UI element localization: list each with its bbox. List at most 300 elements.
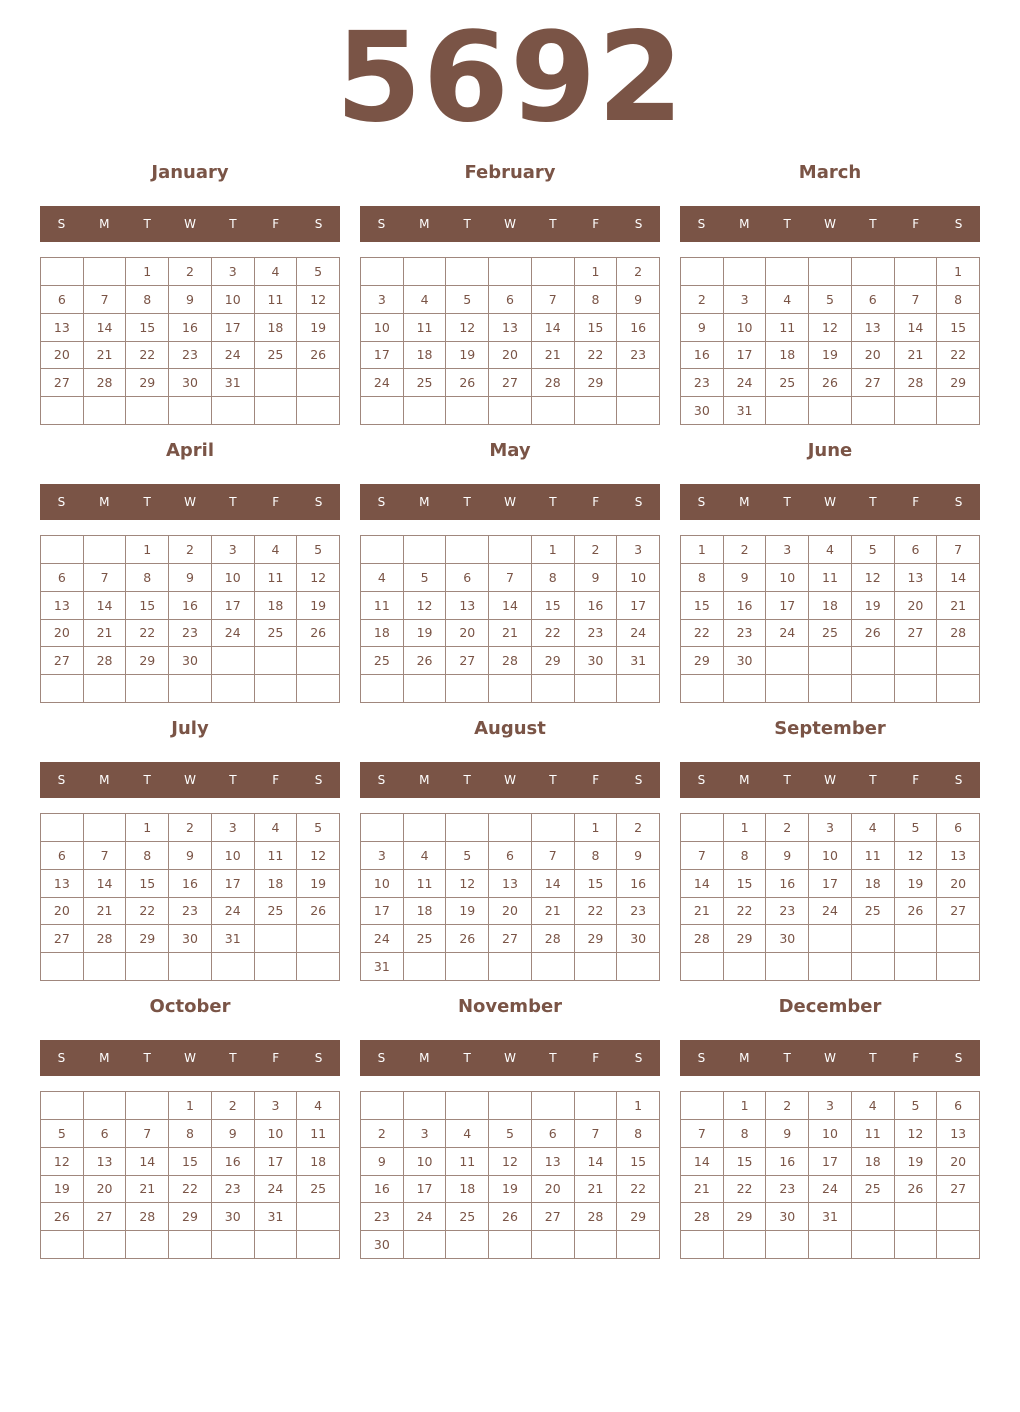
day-cell: 14 (575, 1148, 618, 1176)
empty-cell (84, 397, 127, 425)
empty-cell (489, 1231, 532, 1259)
weekday-label: S (377, 495, 386, 509)
empty-cell (809, 1231, 852, 1259)
day-cell: 22 (126, 342, 169, 370)
day-cell: 30 (681, 397, 724, 425)
day-cell: 25 (766, 369, 809, 397)
day-grid (360, 1091, 660, 1259)
day-cell: 15 (724, 870, 767, 898)
day-cell: 23 (766, 1176, 809, 1204)
day-cell: 9 (169, 564, 212, 592)
empty-cell (297, 675, 340, 703)
day-cell: 29 (575, 369, 618, 397)
day-grid (40, 813, 340, 981)
day-cell: 4 (852, 1092, 895, 1120)
day-cell: 5 (41, 1120, 84, 1148)
day-cell: 30 (361, 1231, 404, 1259)
day-cell: 7 (681, 1120, 724, 1148)
empty-cell (766, 675, 809, 703)
day-cell: 10 (361, 870, 404, 898)
day-cell: 19 (297, 314, 340, 342)
empty-cell (532, 397, 575, 425)
day-cell: 1 (681, 536, 724, 564)
day-cell: 10 (361, 314, 404, 342)
weekday-label: F (272, 1051, 280, 1065)
day-cell: 19 (297, 592, 340, 620)
day-cell: 18 (255, 314, 298, 342)
empty-cell (255, 1231, 298, 1259)
empty-cell (361, 258, 404, 286)
day-cell: 30 (766, 925, 809, 953)
empty-cell (575, 1092, 618, 1120)
month-name: May (489, 440, 531, 461)
empty-cell (681, 258, 724, 286)
weekday-label: T (869, 1051, 877, 1065)
day-cell: 26 (404, 647, 447, 675)
weekday-label: F (912, 1051, 920, 1065)
empty-cell (895, 258, 938, 286)
weekday-header (680, 1040, 980, 1076)
day-cell: 11 (766, 314, 809, 342)
day-cell: 17 (809, 1148, 852, 1176)
weekday-label: T (869, 773, 877, 787)
day-cell: 4 (361, 564, 404, 592)
empty-cell (361, 397, 404, 425)
day-cell: 10 (809, 1120, 852, 1148)
empty-cell (852, 675, 895, 703)
day-cell: 6 (41, 564, 84, 592)
day-cell: 14 (532, 314, 575, 342)
day-cell: 18 (766, 342, 809, 370)
empty-cell (84, 953, 127, 981)
day-cell: 4 (255, 258, 298, 286)
day-cell: 23 (724, 620, 767, 648)
day-cell: 23 (681, 369, 724, 397)
day-cell: 20 (937, 1148, 980, 1176)
day-cell: 18 (446, 1176, 489, 1204)
day-cell: 2 (617, 258, 660, 286)
empty-cell (297, 1231, 340, 1259)
day-cell: 14 (126, 1148, 169, 1176)
day-cell: 14 (532, 870, 575, 898)
day-cell: 2 (169, 258, 212, 286)
day-cell: 12 (809, 314, 852, 342)
day-cell: 2 (681, 286, 724, 314)
weekday-label: S (697, 773, 706, 787)
empty-cell (404, 258, 447, 286)
empty-cell (575, 675, 618, 703)
day-cell: 18 (297, 1148, 340, 1176)
day-cell: 12 (446, 314, 489, 342)
empty-cell (41, 397, 84, 425)
empty-cell (724, 675, 767, 703)
empty-cell (852, 647, 895, 675)
day-cell: 20 (41, 342, 84, 370)
day-cell: 4 (297, 1092, 340, 1120)
day-cell: 14 (84, 870, 127, 898)
empty-cell (489, 397, 532, 425)
weekday-label: M (739, 773, 750, 787)
empty-cell (84, 258, 127, 286)
weekday-label: S (954, 495, 963, 509)
empty-cell (446, 258, 489, 286)
day-cell: 3 (255, 1092, 298, 1120)
day-cell: 24 (255, 1176, 298, 1204)
day-cell: 9 (212, 1120, 255, 1148)
day-cell: 8 (681, 564, 724, 592)
day-cell: 18 (361, 620, 404, 648)
day-grid (680, 813, 980, 981)
empty-cell (41, 258, 84, 286)
day-cell: 18 (852, 1148, 895, 1176)
empty-cell (681, 814, 724, 842)
day-cell: 1 (617, 1092, 660, 1120)
day-cell: 5 (852, 536, 895, 564)
day-cell: 20 (489, 898, 532, 926)
empty-cell (404, 397, 447, 425)
weekday-label: W (504, 495, 516, 509)
month-name: February (464, 162, 556, 183)
day-cell: 24 (766, 620, 809, 648)
day-cell: 16 (766, 870, 809, 898)
day-cell: 25 (255, 898, 298, 926)
day-cell: 4 (809, 536, 852, 564)
empty-cell (126, 675, 169, 703)
weekday-label: T (549, 217, 557, 231)
empty-cell (895, 647, 938, 675)
weekday-label: W (184, 495, 196, 509)
day-cell: 25 (852, 1176, 895, 1204)
day-cell: 5 (895, 814, 938, 842)
day-cell: 10 (617, 564, 660, 592)
day-cell: 19 (895, 870, 938, 898)
day-cell: 15 (937, 314, 980, 342)
weekday-label: W (184, 217, 196, 231)
empty-cell (809, 647, 852, 675)
empty-cell (361, 814, 404, 842)
day-cell: 28 (532, 369, 575, 397)
day-cell: 31 (809, 1203, 852, 1231)
day-cell: 4 (404, 842, 447, 870)
day-cell: 27 (489, 369, 532, 397)
day-cell: 3 (212, 536, 255, 564)
day-cell: 12 (489, 1148, 532, 1176)
day-cell: 29 (681, 647, 724, 675)
day-cell: 26 (895, 898, 938, 926)
day-cell: 28 (937, 620, 980, 648)
empty-cell (212, 1231, 255, 1259)
weekday-label: F (912, 773, 920, 787)
day-cell: 8 (617, 1120, 660, 1148)
empty-cell (361, 536, 404, 564)
day-cell: 2 (766, 1092, 809, 1120)
day-cell: 2 (766, 814, 809, 842)
day-cell: 19 (446, 898, 489, 926)
day-cell: 15 (126, 314, 169, 342)
day-cell: 13 (895, 564, 938, 592)
weekday-label: M (739, 217, 750, 231)
day-cell: 11 (297, 1120, 340, 1148)
day-cell: 6 (895, 536, 938, 564)
day-cell: 7 (681, 842, 724, 870)
day-cell: 13 (937, 842, 980, 870)
day-cell: 11 (852, 1120, 895, 1148)
empty-cell (255, 953, 298, 981)
empty-cell (724, 953, 767, 981)
day-cell: 29 (575, 925, 618, 953)
day-cell: 27 (489, 925, 532, 953)
day-cell: 24 (724, 369, 767, 397)
empty-cell (532, 953, 575, 981)
day-cell: 11 (255, 842, 298, 870)
day-cell: 10 (212, 564, 255, 592)
day-cell: 7 (84, 842, 127, 870)
day-cell: 15 (617, 1148, 660, 1176)
day-cell: 17 (212, 870, 255, 898)
day-cell: 30 (212, 1203, 255, 1231)
day-cell: 18 (255, 592, 298, 620)
day-cell: 25 (446, 1203, 489, 1231)
day-cell: 14 (937, 564, 980, 592)
weekday-label: T (549, 773, 557, 787)
day-cell: 16 (617, 870, 660, 898)
empty-cell (255, 647, 298, 675)
day-cell: 25 (297, 1176, 340, 1204)
day-cell: 12 (404, 592, 447, 620)
day-cell: 26 (446, 369, 489, 397)
day-cell: 29 (617, 1203, 660, 1231)
day-cell: 12 (297, 286, 340, 314)
empty-cell (297, 369, 340, 397)
day-cell: 19 (852, 592, 895, 620)
day-cell: 6 (41, 286, 84, 314)
day-cell: 22 (681, 620, 724, 648)
empty-cell (895, 953, 938, 981)
empty-cell (937, 675, 980, 703)
weekday-label: T (463, 773, 471, 787)
empty-cell (852, 1203, 895, 1231)
day-cell: 27 (84, 1203, 127, 1231)
day-grid (680, 257, 980, 425)
day-grid (680, 1091, 980, 1259)
day-cell: 22 (126, 620, 169, 648)
weekday-label: W (504, 217, 516, 231)
weekday-label: F (592, 217, 600, 231)
day-cell: 2 (617, 814, 660, 842)
day-cell: 16 (169, 870, 212, 898)
day-cell: 7 (937, 536, 980, 564)
day-cell: 21 (84, 342, 127, 370)
day-grid (40, 535, 340, 703)
day-cell: 29 (126, 925, 169, 953)
day-cell: 17 (617, 592, 660, 620)
weekday-label: M (99, 217, 110, 231)
day-cell: 5 (895, 1092, 938, 1120)
empty-cell (489, 675, 532, 703)
day-cell: 8 (575, 842, 618, 870)
day-cell: 1 (126, 536, 169, 564)
day-cell: 28 (84, 647, 127, 675)
day-cell: 8 (937, 286, 980, 314)
day-cell: 6 (532, 1120, 575, 1148)
day-cell: 2 (724, 536, 767, 564)
day-cell: 22 (937, 342, 980, 370)
day-cell: 30 (617, 925, 660, 953)
day-cell: 24 (212, 620, 255, 648)
empty-cell (852, 258, 895, 286)
month-name: November (457, 996, 563, 1017)
day-cell: 25 (255, 620, 298, 648)
empty-cell (404, 536, 447, 564)
day-cell: 10 (212, 842, 255, 870)
day-cell: 6 (489, 286, 532, 314)
day-cell: 30 (169, 369, 212, 397)
day-cell: 1 (724, 814, 767, 842)
empty-cell (126, 953, 169, 981)
day-cell: 8 (126, 564, 169, 592)
weekday-label: M (99, 773, 110, 787)
empty-cell (489, 814, 532, 842)
day-cell: 5 (297, 536, 340, 564)
day-cell: 19 (41, 1176, 84, 1204)
day-cell: 25 (361, 647, 404, 675)
day-cell: 7 (84, 286, 127, 314)
day-cell: 27 (41, 647, 84, 675)
day-cell: 22 (724, 898, 767, 926)
day-cell: 21 (575, 1176, 618, 1204)
weekday-label: W (824, 217, 836, 231)
day-cell: 15 (724, 1148, 767, 1176)
day-cell: 4 (255, 536, 298, 564)
day-cell: 18 (404, 342, 447, 370)
day-cell: 13 (41, 314, 84, 342)
day-cell: 24 (809, 1176, 852, 1204)
day-cell: 19 (404, 620, 447, 648)
day-cell: 15 (532, 592, 575, 620)
day-cell: 16 (766, 1148, 809, 1176)
empty-cell (532, 1231, 575, 1259)
day-cell: 6 (937, 1092, 980, 1120)
day-cell: 14 (681, 870, 724, 898)
day-cell: 29 (724, 1203, 767, 1231)
weekday-label: S (314, 773, 323, 787)
day-cell: 31 (361, 953, 404, 981)
day-cell: 2 (169, 536, 212, 564)
empty-cell (766, 1231, 809, 1259)
empty-cell (84, 675, 127, 703)
day-cell: 6 (489, 842, 532, 870)
weekday-label: W (824, 1051, 836, 1065)
day-cell: 2 (575, 536, 618, 564)
day-cell: 21 (532, 898, 575, 926)
day-cell: 27 (41, 925, 84, 953)
day-cell: 13 (489, 870, 532, 898)
weekday-header (40, 484, 340, 520)
day-cell: 27 (937, 898, 980, 926)
weekday-header (40, 762, 340, 798)
day-cell: 22 (617, 1176, 660, 1204)
weekday-label: T (229, 1051, 237, 1065)
empty-cell (617, 397, 660, 425)
day-cell: 21 (126, 1176, 169, 1204)
day-cell: 25 (404, 925, 447, 953)
day-cell: 2 (361, 1120, 404, 1148)
weekday-label: T (229, 773, 237, 787)
day-cell: 13 (446, 592, 489, 620)
day-cell: 27 (937, 1176, 980, 1204)
empty-cell (404, 675, 447, 703)
day-cell: 24 (361, 369, 404, 397)
empty-cell (766, 647, 809, 675)
empty-cell (937, 953, 980, 981)
day-cell: 7 (575, 1120, 618, 1148)
day-cell: 30 (724, 647, 767, 675)
day-cell: 24 (809, 898, 852, 926)
day-cell: 28 (126, 1203, 169, 1231)
day-cell: 3 (212, 258, 255, 286)
empty-cell (404, 814, 447, 842)
day-cell: 13 (41, 592, 84, 620)
day-cell: 19 (297, 870, 340, 898)
day-cell: 29 (169, 1203, 212, 1231)
day-cell: 28 (532, 925, 575, 953)
day-cell: 13 (84, 1148, 127, 1176)
day-cell: 23 (361, 1203, 404, 1231)
empty-cell (895, 1203, 938, 1231)
day-cell: 24 (361, 925, 404, 953)
day-cell: 31 (255, 1203, 298, 1231)
empty-cell (489, 1092, 532, 1120)
empty-cell (489, 953, 532, 981)
day-cell: 21 (84, 898, 127, 926)
day-cell: 28 (84, 925, 127, 953)
day-cell: 26 (297, 620, 340, 648)
empty-cell (852, 1231, 895, 1259)
day-cell: 9 (169, 842, 212, 870)
weekday-label: M (419, 1051, 430, 1065)
weekday-label: M (419, 217, 430, 231)
empty-cell (297, 647, 340, 675)
day-cell: 20 (532, 1176, 575, 1204)
empty-cell (895, 1231, 938, 1259)
day-cell: 11 (255, 564, 298, 592)
empty-cell (617, 675, 660, 703)
day-cell: 30 (766, 1203, 809, 1231)
day-cell: 9 (681, 314, 724, 342)
empty-cell (41, 814, 84, 842)
empty-cell (446, 1231, 489, 1259)
empty-cell (255, 675, 298, 703)
empty-cell (724, 1231, 767, 1259)
weekday-label: T (463, 1051, 471, 1065)
day-cell: 26 (297, 342, 340, 370)
day-cell: 29 (532, 647, 575, 675)
empty-cell (895, 397, 938, 425)
day-cell: 7 (84, 564, 127, 592)
empty-cell (681, 675, 724, 703)
weekday-label: S (634, 495, 643, 509)
empty-cell (126, 1231, 169, 1259)
day-cell: 21 (937, 592, 980, 620)
empty-cell (852, 953, 895, 981)
day-cell: 10 (766, 564, 809, 592)
day-cell: 23 (766, 898, 809, 926)
day-cell: 3 (617, 536, 660, 564)
day-cell: 20 (937, 870, 980, 898)
weekday-label: S (697, 1051, 706, 1065)
day-cell: 16 (617, 314, 660, 342)
weekday-label: S (634, 217, 643, 231)
